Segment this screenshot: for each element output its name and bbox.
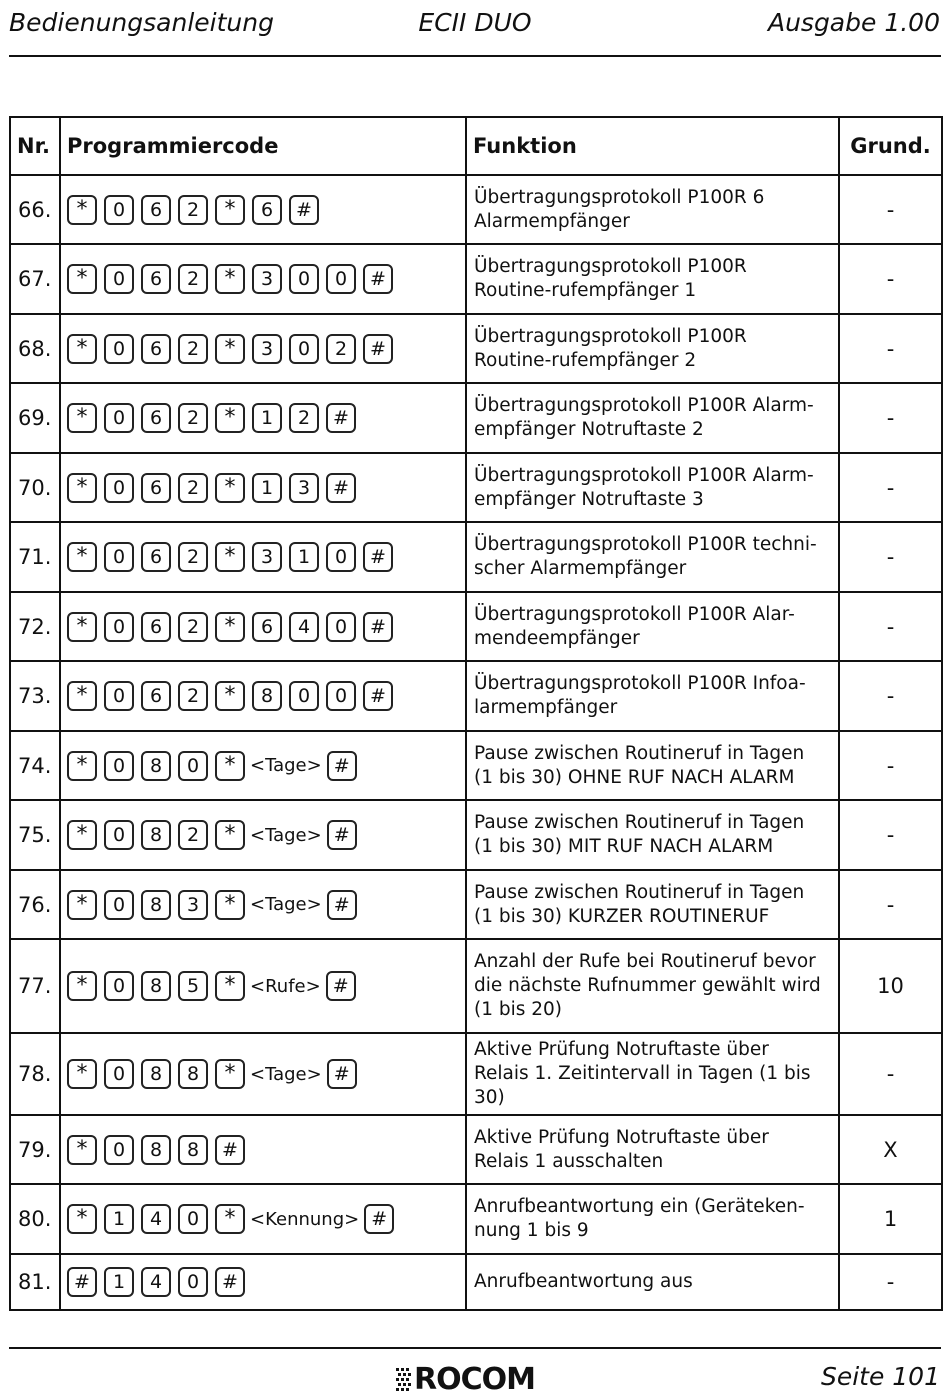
header-product: ECII DUO bbox=[418, 8, 532, 37]
footer-rule bbox=[9, 1347, 941, 1349]
programming-code-table bbox=[9, 116, 943, 1311]
row-number: 79. bbox=[10, 1115, 60, 1184]
star-key-icon: * bbox=[215, 751, 245, 781]
digit-key-icon: 8 bbox=[141, 971, 171, 1001]
digit-key-icon: 3 bbox=[178, 890, 208, 920]
digit-key-icon: 6 bbox=[141, 264, 171, 294]
digit-key-icon: 3 bbox=[252, 542, 282, 572]
digit-key-icon: 0 bbox=[104, 751, 134, 781]
hash-key-icon: # bbox=[326, 473, 356, 503]
star-key-icon: * bbox=[67, 264, 97, 294]
row-number: 70. bbox=[10, 453, 60, 522]
default-value: - bbox=[839, 453, 942, 522]
digit-key-icon: 0 bbox=[289, 334, 319, 364]
digit-key-icon: 2 bbox=[178, 681, 208, 711]
digit-key-icon: 1 bbox=[252, 473, 282, 503]
digit-key-icon: 4 bbox=[289, 612, 319, 642]
table-header-row bbox=[10, 117, 942, 175]
logo-mark-icon bbox=[396, 1368, 412, 1394]
default-value: 1 bbox=[839, 1184, 942, 1254]
row-number: 71. bbox=[10, 522, 60, 592]
row-number: 81. bbox=[10, 1254, 60, 1310]
digit-key-icon: 3 bbox=[252, 334, 282, 364]
function-description: Aktive Prüfung Notruftaste über Relais 1 ausschalten bbox=[466, 1115, 839, 1184]
digit-key-icon: 4 bbox=[141, 1267, 171, 1297]
star-key-icon: * bbox=[67, 612, 97, 642]
code-parameter: <Tage> bbox=[250, 1063, 322, 1085]
function-description: Pause zwischen Routineruf in Tagen (1 bis 30) KURZER ROUTINERUF bbox=[466, 870, 839, 939]
table-row bbox=[10, 592, 942, 661]
digit-key-icon: 8 bbox=[178, 1059, 208, 1089]
default-value: - bbox=[839, 661, 942, 731]
header-rule bbox=[9, 55, 941, 57]
code-parameter: <Kennung> bbox=[250, 1208, 360, 1230]
row-number: 78. bbox=[10, 1033, 60, 1115]
hash-key-icon: # bbox=[363, 334, 393, 364]
function-description: Übertragungsprotokoll P100R Routine-rufempfänger 1 bbox=[466, 244, 839, 314]
star-key-icon: * bbox=[67, 751, 97, 781]
hash-key-icon: # bbox=[363, 542, 393, 572]
table-row bbox=[10, 244, 942, 314]
default-value: - bbox=[839, 800, 942, 870]
digit-key-icon: 3 bbox=[289, 473, 319, 503]
table-body bbox=[10, 175, 942, 1310]
digit-key-icon: 0 bbox=[326, 264, 356, 294]
digit-key-icon: 0 bbox=[178, 1267, 208, 1297]
star-key-icon: * bbox=[215, 264, 245, 294]
row-number: 74. bbox=[10, 731, 60, 800]
digit-key-icon: 0 bbox=[104, 820, 134, 850]
programming-code bbox=[60, 661, 466, 731]
row-number: 77. bbox=[10, 939, 60, 1033]
digit-key-icon: 2 bbox=[178, 264, 208, 294]
digit-key-icon: 8 bbox=[141, 890, 171, 920]
table-row bbox=[10, 870, 942, 939]
default-value: - bbox=[839, 314, 942, 383]
hash-key-icon: # bbox=[215, 1267, 245, 1297]
header-manual-title: Bedienungsanleitung bbox=[9, 8, 274, 37]
star-key-icon: * bbox=[215, 612, 245, 642]
page-number: Seite 101 bbox=[820, 1362, 940, 1391]
star-key-icon: * bbox=[67, 681, 97, 711]
digit-key-icon: 0 bbox=[178, 751, 208, 781]
default-value: - bbox=[839, 592, 942, 661]
digit-key-icon: 0 bbox=[104, 542, 134, 572]
row-number: 73. bbox=[10, 661, 60, 731]
function-description: Übertragungsprotokoll P100R Alarm-empfänger Notruftaste 3 bbox=[466, 453, 839, 522]
digit-key-icon: 6 bbox=[252, 195, 282, 225]
table-row bbox=[10, 731, 942, 800]
default-value: - bbox=[839, 383, 942, 453]
digit-key-icon: 6 bbox=[141, 334, 171, 364]
default-value: - bbox=[839, 870, 942, 939]
digit-key-icon: 2 bbox=[178, 403, 208, 433]
function-description: Aktive Prüfung Notruftaste über Relais 1. Zeitintervall in Tagen (1 bis 30) bbox=[466, 1033, 839, 1115]
programming-code bbox=[60, 939, 466, 1033]
row-number: 80. bbox=[10, 1184, 60, 1254]
function-description: Pause zwischen Routineruf in Tagen (1 bis 30) OHNE RUF NACH ALARM bbox=[466, 731, 839, 800]
digit-key-icon: 3 bbox=[252, 264, 282, 294]
digit-key-icon: 0 bbox=[104, 890, 134, 920]
hash-key-icon: # bbox=[364, 1204, 394, 1234]
digit-key-icon: 1 bbox=[252, 403, 282, 433]
digit-key-icon: 5 bbox=[178, 971, 208, 1001]
code-parameter: <Rufe> bbox=[250, 975, 321, 997]
hash-key-icon: # bbox=[327, 751, 357, 781]
star-key-icon: * bbox=[67, 334, 97, 364]
star-key-icon: * bbox=[215, 334, 245, 364]
function-description: Pause zwischen Routineruf in Tagen (1 bis 30) MIT RUF NACH ALARM bbox=[466, 800, 839, 870]
function-description: Anzahl der Rufe bei Routineruf bevor die nächste Rufnummer gewählt wird (1 bis 20) bbox=[466, 939, 839, 1033]
function-description: Übertragungsprotokoll P100R Alar-mendeempfänger bbox=[466, 592, 839, 661]
function-description: Anrufbeantwortung ein (Geräteken-nung 1 bis 9 bbox=[466, 1184, 839, 1254]
digit-key-icon: 6 bbox=[141, 542, 171, 572]
programming-code bbox=[60, 1184, 466, 1254]
row-number: 76. bbox=[10, 870, 60, 939]
table-row bbox=[10, 800, 942, 870]
default-value: - bbox=[839, 1033, 942, 1115]
digit-key-icon: 2 bbox=[178, 334, 208, 364]
digit-key-icon: 0 bbox=[289, 681, 319, 711]
programming-code bbox=[60, 1115, 466, 1184]
table-row bbox=[10, 939, 942, 1033]
digit-key-icon: 0 bbox=[326, 542, 356, 572]
programming-code bbox=[60, 870, 466, 939]
table-row bbox=[10, 1033, 942, 1115]
hash-key-icon: # bbox=[215, 1135, 245, 1165]
digit-key-icon: 2 bbox=[289, 403, 319, 433]
table-row bbox=[10, 522, 942, 592]
header-edition: Ausgabe 1.00 bbox=[767, 8, 940, 37]
digit-key-icon: 0 bbox=[104, 612, 134, 642]
column-header-default: Grund. bbox=[839, 117, 942, 175]
digit-key-icon: 8 bbox=[141, 820, 171, 850]
logo-wordmark: ROCOM bbox=[414, 1362, 535, 1397]
hash-key-icon: # bbox=[289, 195, 319, 225]
star-key-icon: * bbox=[215, 971, 245, 1001]
star-key-icon: * bbox=[215, 473, 245, 503]
digit-key-icon: 0 bbox=[289, 264, 319, 294]
default-value: - bbox=[839, 1254, 942, 1310]
function-description: Übertragungsprotokoll P100R Infoa-larmempfänger bbox=[466, 661, 839, 731]
row-number: 68. bbox=[10, 314, 60, 383]
programming-code bbox=[60, 800, 466, 870]
default-value: - bbox=[839, 731, 942, 800]
digit-key-icon: 0 bbox=[178, 1204, 208, 1234]
default-value: - bbox=[839, 244, 942, 314]
function-description: Anrufbeantwortung aus bbox=[466, 1254, 839, 1310]
star-key-icon: * bbox=[67, 542, 97, 572]
star-key-icon: * bbox=[67, 195, 97, 225]
default-value: - bbox=[839, 522, 942, 592]
programming-code bbox=[60, 1033, 466, 1115]
digit-key-icon: 0 bbox=[326, 681, 356, 711]
digit-key-icon: 1 bbox=[104, 1267, 134, 1297]
digit-key-icon: 6 bbox=[141, 612, 171, 642]
programming-code bbox=[60, 244, 466, 314]
star-key-icon: * bbox=[67, 1135, 97, 1165]
star-key-icon: * bbox=[67, 1204, 97, 1234]
column-header-code: Programmiercode bbox=[60, 117, 466, 175]
programming-code bbox=[60, 175, 466, 244]
digit-key-icon: 8 bbox=[141, 1135, 171, 1165]
digit-key-icon: 0 bbox=[104, 971, 134, 1001]
digit-key-icon: 6 bbox=[141, 681, 171, 711]
row-number: 75. bbox=[10, 800, 60, 870]
table-row bbox=[10, 453, 942, 522]
digit-key-icon: 0 bbox=[104, 681, 134, 711]
hash-key-icon: # bbox=[363, 681, 393, 711]
table-row bbox=[10, 175, 942, 244]
programming-code bbox=[60, 314, 466, 383]
star-key-icon: * bbox=[215, 820, 245, 850]
star-key-icon: * bbox=[215, 403, 245, 433]
table-row bbox=[10, 1115, 942, 1184]
star-key-icon: * bbox=[215, 890, 245, 920]
digit-key-icon: 8 bbox=[178, 1135, 208, 1165]
star-key-icon: * bbox=[67, 403, 97, 433]
digit-key-icon: 0 bbox=[104, 1135, 134, 1165]
function-description: Übertragungsprotokoll P100R Alarm-empfänger Notruftaste 2 bbox=[466, 383, 839, 453]
digit-key-icon: 2 bbox=[178, 542, 208, 572]
table-row bbox=[10, 1254, 942, 1310]
programming-code bbox=[60, 383, 466, 453]
star-key-icon: * bbox=[67, 890, 97, 920]
column-header-function: Funktion bbox=[466, 117, 839, 175]
digit-key-icon: 0 bbox=[104, 195, 134, 225]
digit-key-icon: 0 bbox=[104, 403, 134, 433]
digit-key-icon: 2 bbox=[178, 473, 208, 503]
star-key-icon: * bbox=[215, 1204, 245, 1234]
digit-key-icon: 4 bbox=[141, 1204, 171, 1234]
digit-key-icon: 2 bbox=[178, 820, 208, 850]
digit-key-icon: 6 bbox=[141, 195, 171, 225]
table-row bbox=[10, 1184, 942, 1254]
digit-key-icon: 2 bbox=[178, 612, 208, 642]
row-number: 72. bbox=[10, 592, 60, 661]
programming-code bbox=[60, 592, 466, 661]
function-description: Übertragungsprotokoll P100R Routine-rufempfänger 2 bbox=[466, 314, 839, 383]
hash-key-icon: # bbox=[327, 1059, 357, 1089]
digit-key-icon: 0 bbox=[104, 473, 134, 503]
digit-key-icon: 1 bbox=[289, 542, 319, 572]
default-value: 10 bbox=[839, 939, 942, 1033]
programming-code bbox=[60, 1254, 466, 1310]
hash-key-icon: # bbox=[363, 612, 393, 642]
code-parameter: <Tage> bbox=[250, 824, 322, 846]
default-value: - bbox=[839, 175, 942, 244]
digit-key-icon: 2 bbox=[326, 334, 356, 364]
digit-key-icon: 6 bbox=[141, 473, 171, 503]
hash-key-icon: # bbox=[326, 971, 356, 1001]
star-key-icon: * bbox=[215, 681, 245, 711]
page-header bbox=[0, 8, 950, 44]
hash-key-icon: # bbox=[363, 264, 393, 294]
digit-key-icon: 8 bbox=[252, 681, 282, 711]
star-key-icon: * bbox=[67, 473, 97, 503]
function-description: Übertragungsprotokoll P100R techni-scher Alarmempfänger bbox=[466, 522, 839, 592]
code-parameter: <Tage> bbox=[250, 894, 322, 915]
hash-key-icon: # bbox=[326, 403, 356, 433]
digit-key-icon: 0 bbox=[104, 1059, 134, 1089]
digit-key-icon: 8 bbox=[141, 751, 171, 781]
star-key-icon: * bbox=[67, 971, 97, 1001]
digit-key-icon: 6 bbox=[252, 612, 282, 642]
hash-key-icon: # bbox=[327, 890, 357, 920]
star-key-icon: * bbox=[67, 820, 97, 850]
star-key-icon: * bbox=[67, 1059, 97, 1089]
table-row bbox=[10, 383, 942, 453]
default-value: X bbox=[839, 1115, 942, 1184]
row-number: 66. bbox=[10, 175, 60, 244]
hash-key-icon: # bbox=[327, 820, 357, 850]
function-description: Übertragungsprotokoll P100R 6 Alarmempfänger bbox=[466, 175, 839, 244]
programming-code bbox=[60, 522, 466, 592]
star-key-icon: * bbox=[215, 1059, 245, 1089]
digit-key-icon: 2 bbox=[178, 195, 208, 225]
row-number: 67. bbox=[10, 244, 60, 314]
hash-key-icon: # bbox=[67, 1267, 97, 1297]
table-row bbox=[10, 314, 942, 383]
star-key-icon: * bbox=[215, 542, 245, 572]
programming-code bbox=[60, 731, 466, 800]
digit-key-icon: 1 bbox=[104, 1204, 134, 1234]
star-key-icon: * bbox=[215, 195, 245, 225]
column-header-nr: Nr. bbox=[10, 117, 60, 175]
table-row bbox=[10, 661, 942, 731]
programming-code bbox=[60, 453, 466, 522]
code-parameter: <Tage> bbox=[250, 755, 322, 776]
digit-key-icon: 0 bbox=[104, 264, 134, 294]
digit-key-icon: 6 bbox=[141, 403, 171, 433]
digit-key-icon: 0 bbox=[326, 612, 356, 642]
row-number: 69. bbox=[10, 383, 60, 453]
digit-key-icon: 0 bbox=[104, 334, 134, 364]
digit-key-icon: 8 bbox=[141, 1059, 171, 1089]
